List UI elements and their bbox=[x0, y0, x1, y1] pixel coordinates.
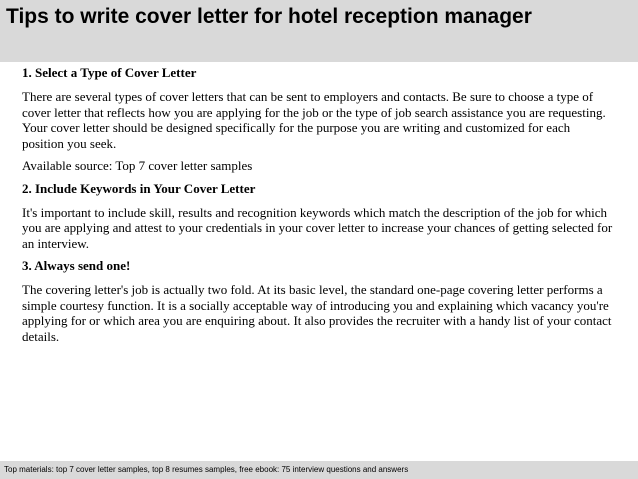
slide-content bbox=[22, 65, 614, 351]
section-1-paragraph: There are several types of cover letters that can be sent to employers and contacts. Be sure to choose a type of cover letter that reflects how you are applying for the job or the type of job search assistance you are requesting. Your cover letter should be designed specifically for the purpose you are writing and customized for each position you seek. bbox=[22, 89, 606, 151]
title-bar bbox=[0, 0, 638, 62]
section-3-heading: 3. Always send one! bbox=[22, 258, 131, 273]
section-2-heading: 2. Include Keywords in Your Cover Letter bbox=[22, 180, 256, 196]
footer-text: Top materials: top 7 cover letter samples, top 8 resumes samples, free ebook: 75 interview questions and answers bbox=[4, 465, 409, 474]
section-2-paragraph: It's important to include skill, results and recognition keywords which match the description of the job for which you are applying and attest to your credentials in your cover letter to increase your chances of getting selected for an interview. bbox=[22, 204, 613, 251]
page-title: Tips to write cover letter for hotel reception manager bbox=[6, 5, 532, 28]
footer-bar bbox=[0, 461, 638, 479]
section-1-source: Available source: Top 7 cover letter samples bbox=[22, 158, 253, 173]
section-3-paragraph: The covering letter's job is actually two fold. At its basic level, the standard one-page covering letter performs a simple courtesy function. It is a socially acceptable way of introducing you and explaining which vacancy you're applying for or which area you are enquiring about. It also provides the recruiter with a handy list of your contact details. bbox=[22, 282, 612, 344]
section-1-heading: 1. Select a Type of Cover Letter bbox=[22, 65, 197, 80]
